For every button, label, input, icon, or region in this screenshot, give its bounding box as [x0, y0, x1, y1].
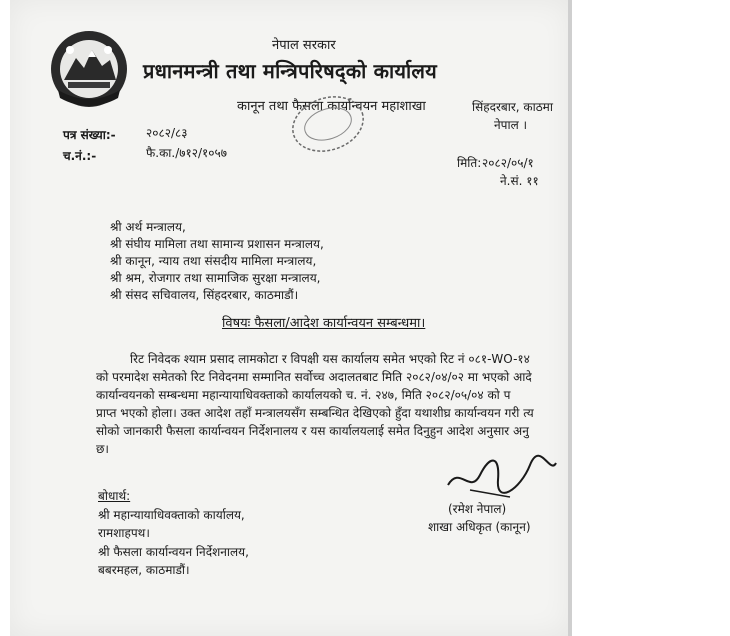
body-line: को परमादेश समेतको रिट निवेदनमा सम्मानित सर्वोच्च अदालतबाट मिति २०८२/०४/०२ मा भएको आदे: [96, 370, 532, 384]
recipient-item: श्री संसद सचिवालय, सिंहदरबार, काठमाडौं।: [110, 288, 299, 302]
subject-line: विषयः फैसला/आदेश कार्यान्वयन सम्बन्धमा।: [222, 316, 426, 331]
date-label: मिति:: [457, 156, 482, 170]
body-line: कार्यान्वयनको सम्बन्धमा महान्यायाधिवक्ताको कार्यालयको च. नं. २४७, मिति २०८२/०५/०४ को प: [96, 388, 511, 402]
body-line: रिट निवेदक श्याम प्रसाद लामकोटा र विपक्षी यस कार्यालय समेत भएको रिट नं ०८१-WO-१४: [130, 352, 530, 366]
page-edge: [568, 0, 572, 636]
branch-title: कानून तथा फैसला कार्यान्वयन महाशाखा: [237, 99, 426, 114]
recipient-item: श्री अर्थ मन्त्रालय,: [110, 220, 186, 234]
date-value: २०८२/०५/१: [482, 156, 534, 170]
cc-label: बोधार्थ:: [98, 489, 131, 503]
body-line: सोको जानकारी फैसला कार्यान्वयन निर्देशनालय र यस कार्यालयलाई समेत दिनुहुन आदेश अनुसार अनु: [96, 424, 529, 438]
signatory-title: शाखा अधिकृत (कानून): [428, 520, 531, 534]
dispatch-value: फै.का./७१२/१०५७: [146, 146, 227, 160]
dispatch-label: च.नं.:-: [63, 149, 97, 163]
office-stamp-icon: [288, 94, 368, 154]
nepal-samvat: ने.सं. ११: [500, 174, 539, 188]
recipient-item: श्री कानून, न्याय तथा संसदीय मामिला मन्त्रालय,: [110, 254, 317, 268]
office-country: नेपाल ।: [494, 118, 528, 132]
nepal-emblem-icon: [48, 28, 130, 110]
office-title: प्रधानमन्त्री तथा मन्त्रिपरिषद्को कार्यालय: [143, 59, 437, 83]
letter-no-value: २०८२/८३: [146, 126, 188, 140]
cc-item: श्री फैसला कार्यान्वयन निर्देशनालय,: [98, 545, 249, 559]
body-line: प्राप्त भएको होला। उक्त आदेश तहाँ मन्त्रालयसँग सम्बन्धित देखिएको हुँदा यथाशीघ्र कार्यान्वयन गरी त्य: [96, 406, 534, 420]
cc-item: बबरमहल, काठमाडौं।: [98, 563, 190, 577]
letter-no-label: पत्र संख्या:-: [63, 128, 116, 142]
cc-item: रामशाहपथ।: [98, 526, 150, 540]
handwritten-signature-icon: [440, 445, 560, 505]
recipient-item: श्री संघीय मामिला तथा सामान्य प्रशासन मन्त्रालय,: [110, 237, 324, 251]
signatory-name: (रमेश नेपाल): [448, 502, 507, 516]
cc-item: श्री महान्यायाधिवक्ताको कार्यालय,: [98, 508, 245, 522]
government-title: नेपाल सरकार: [272, 38, 336, 53]
body-line: छ।: [96, 442, 109, 456]
recipient-item: श्री श्रम, रोजगार तथा सामाजिक सुरक्षा मन्त्रालय,: [110, 271, 321, 285]
office-place: सिंहदरबार, काठमा: [472, 100, 553, 114]
